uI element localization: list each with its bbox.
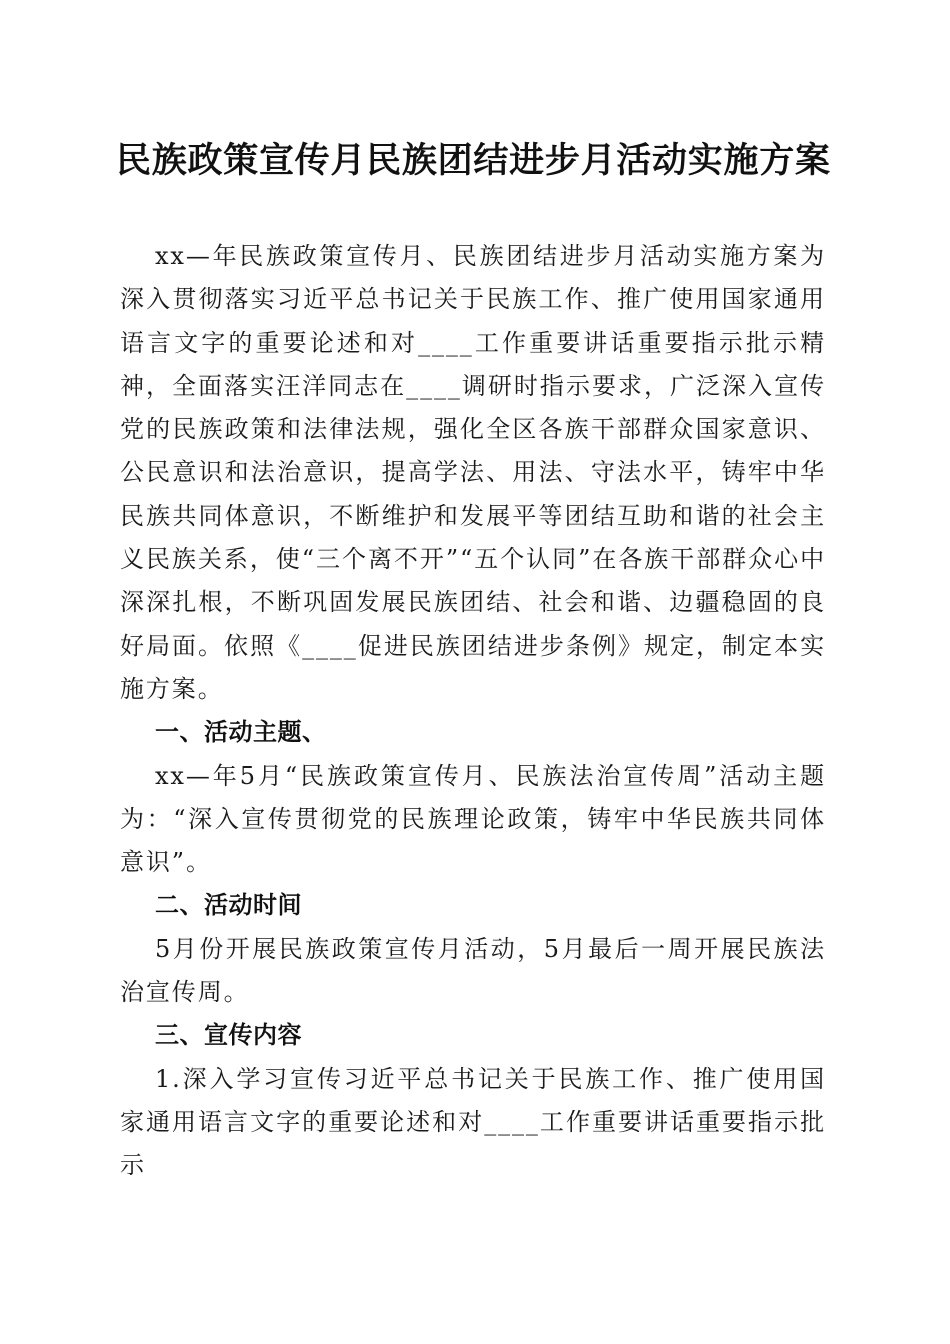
intro-paragraph: xx—年民族政策宣传月、民族团结进步月活动实施方案为深入贯彻落实习近平总书记关于民族工作、推广使用国家通用语言文字的重要论述和对____工作重要讲话重要指示批示精神，全面落实汪洋同志在____调研时指示要求，广泛深入宣传党的民族政策和法律法规，强化全区各族干部群众国家意识、公民意识和法治意识，提高学法、用法、守法水平，铸牢中华民族共同体意识，不断维护和发展平等团结互助和谐的社会主义民族关系，使“三个离不开”“五个认同”在各族干部群众心中深深扎根，不断巩固发展民族团结、社会和谐、边疆稳固的良好局面。依照《____促进民族团结进步条例》规定，制定本实施方案。	[120, 242, 826, 703]
section-body-time: 5月份开展民族政策宣传月活动，5月最后一周开展民族法治宣传周。	[120, 934, 826, 1007]
document-title: 民族政策宣传月民族团结进步月活动实施方案	[116, 140, 830, 181]
section-body-content: 1.深入学习宣传习近平总书记关于民族工作、推广使用国家通用语言文字的重要论述和对____工作重要讲话重要指示批示	[120, 1064, 826, 1180]
section-heading-time: 二、活动时间	[155, 891, 302, 920]
section-body-theme: xx—年5月“民族政策宣传月、民族法治宣传周”活动主题为：“深入宣传贯彻党的民族理论政策，铸牢中华民族共同体意识”。	[120, 761, 826, 877]
document-body	[120, 235, 826, 1188]
section-heading-theme: 一、活动主题、	[155, 718, 327, 747]
section-heading-content: 三、宣传内容	[155, 1021, 302, 1050]
